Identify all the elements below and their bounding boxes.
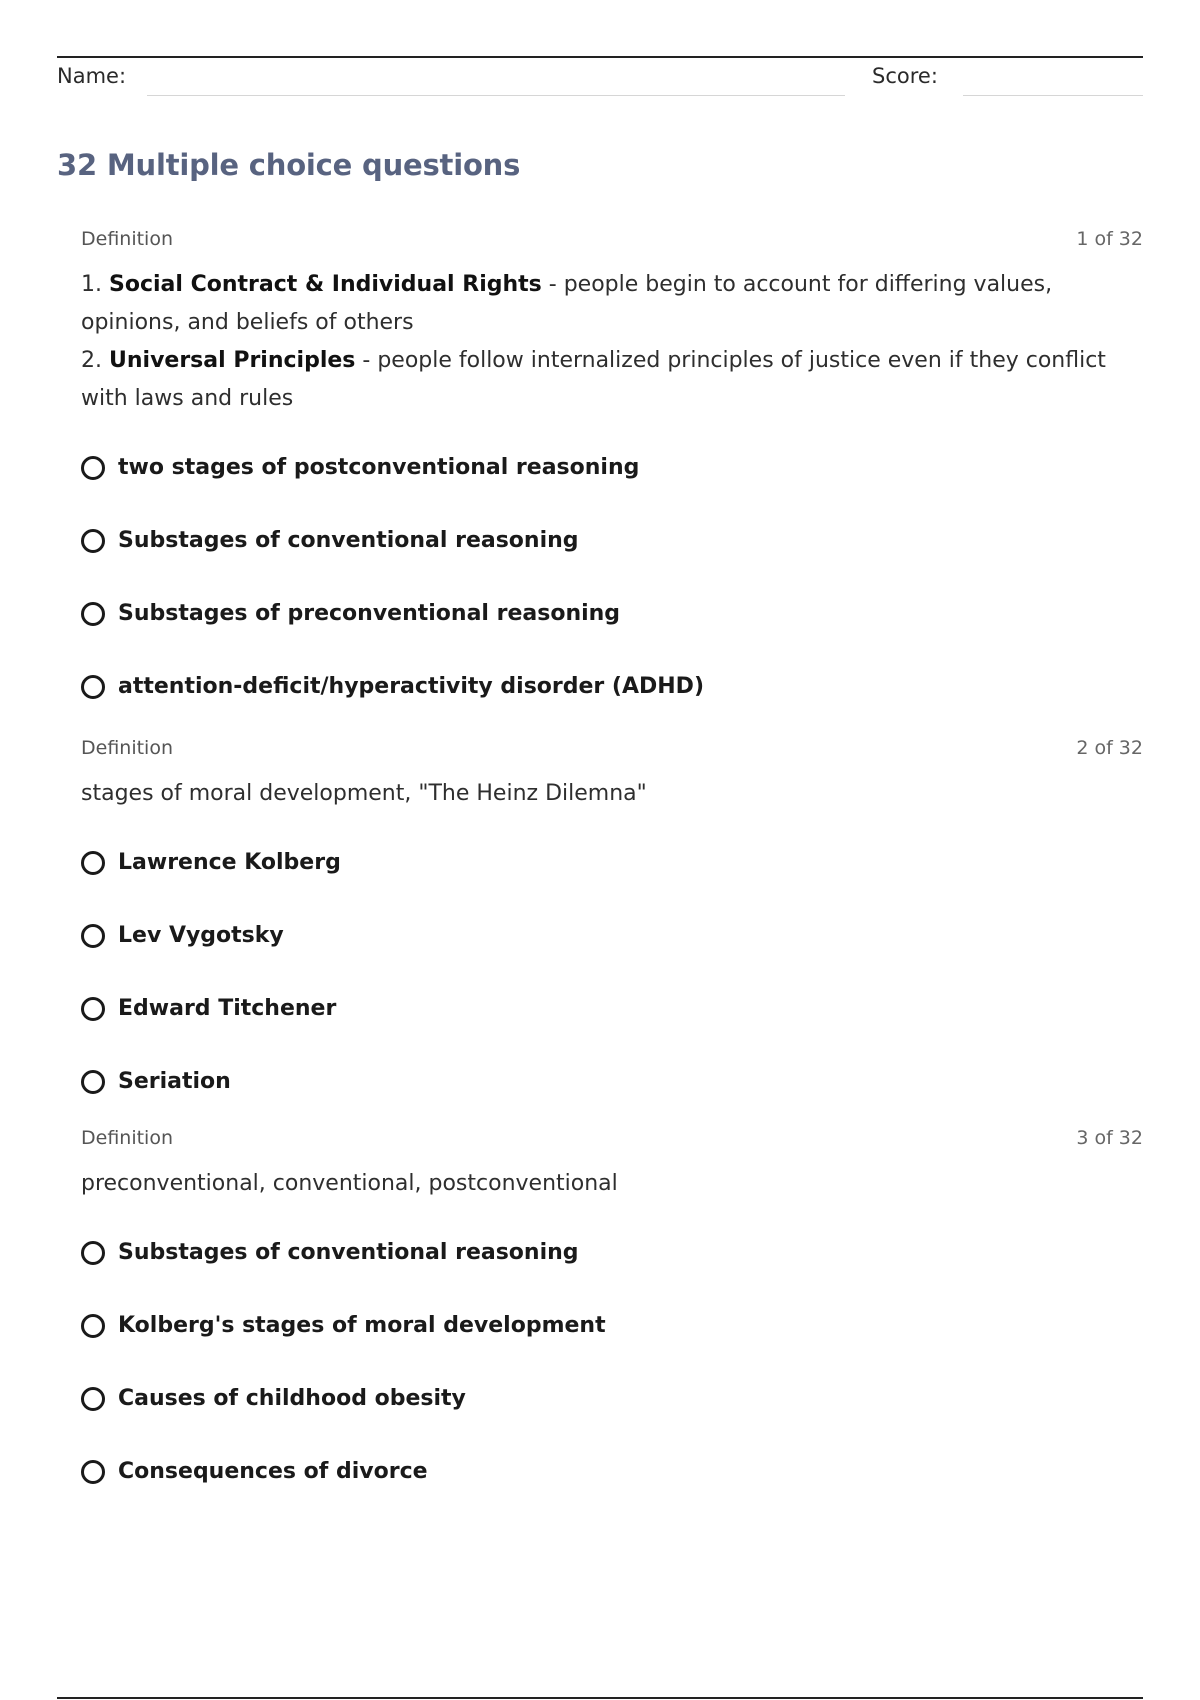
answer-option[interactable] (81, 1052, 1143, 1125)
radio-button[interactable] (81, 1241, 105, 1265)
definition-term: Social Contract & Individual Rights (109, 272, 542, 297)
option-label: Seriation (118, 1069, 231, 1094)
question-definition: preconventional, conventional, postconventional (81, 1171, 618, 1196)
definition-number: 1. (81, 272, 102, 297)
answer-option[interactable] (81, 979, 1143, 1052)
question-counter: 3 of 32 (1076, 1127, 1143, 1149)
question-definition: stages of moral development, "The Heinz Dilemna" (81, 781, 647, 806)
option-label: attention-deficit/hyperactivity disorder (ADHD) (118, 674, 704, 699)
name-field[interactable] (147, 62, 845, 96)
option-label: Substages of conventional reasoning (118, 528, 579, 553)
option-label: Causes of childhood obesity (118, 1386, 466, 1411)
answer-option[interactable] (81, 1296, 1143, 1369)
radio-button[interactable] (81, 997, 105, 1021)
answer-option[interactable] (81, 1442, 1143, 1515)
answer-option[interactable] (81, 657, 1143, 730)
question-1 (81, 228, 1143, 730)
option-label: Substages of preconventional reasoning (118, 601, 621, 626)
option-label: Substages of conventional reasoning (118, 1240, 579, 1265)
question-2 (81, 737, 1143, 1125)
question-type-label: Definition (81, 228, 174, 250)
answer-option[interactable] (81, 511, 1143, 584)
name-label: Name: (57, 64, 127, 88)
radio-button[interactable] (81, 1314, 105, 1338)
name-score-header (57, 62, 1143, 98)
radio-button[interactable] (81, 456, 105, 480)
radio-button[interactable] (81, 1387, 105, 1411)
definition-term: Universal Principles (109, 348, 356, 373)
score-field[interactable] (963, 62, 1143, 96)
answer-option[interactable] (81, 584, 1143, 657)
answer-options (81, 833, 1143, 1125)
option-label: Edward Titchener (118, 996, 337, 1021)
radio-button[interactable] (81, 1070, 105, 1094)
radio-button[interactable] (81, 602, 105, 626)
radio-button[interactable] (81, 851, 105, 875)
answer-option[interactable] (81, 1369, 1143, 1442)
definition-text: - people begin to account for differing values, opinions, and beliefs of others (81, 272, 1053, 335)
score-label: Score: (872, 64, 938, 88)
question-type-label: Definition (81, 1127, 174, 1149)
answer-options (81, 1223, 1143, 1515)
option-label: Lev Vygotsky (118, 923, 284, 948)
question-type-label: Definition (81, 737, 174, 759)
answer-option[interactable] (81, 833, 1143, 906)
answer-options (81, 438, 1143, 730)
option-label: two stages of postconventional reasoning (118, 455, 640, 480)
option-label: Lawrence Kolberg (118, 850, 341, 875)
definition-part-2 (81, 342, 1143, 418)
question-header (81, 737, 1143, 763)
top-divider (57, 56, 1143, 58)
question-header (81, 1127, 1143, 1153)
answer-option[interactable] (81, 906, 1143, 979)
radio-button[interactable] (81, 529, 105, 553)
question-counter: 1 of 32 (1076, 228, 1143, 250)
question-definition (81, 266, 1143, 418)
radio-button[interactable] (81, 675, 105, 699)
definition-text: - people follow internalized principles of justice even if they conflict with laws and rules (81, 348, 1106, 411)
option-label: Kolberg's stages of moral development (118, 1313, 606, 1338)
answer-option[interactable] (81, 1223, 1143, 1296)
option-label: Consequences of divorce (118, 1459, 428, 1484)
answer-option[interactable] (81, 438, 1143, 511)
section-title: 32 Multiple choice questions (57, 148, 521, 182)
radio-button[interactable] (81, 1460, 105, 1484)
radio-button[interactable] (81, 924, 105, 948)
bottom-divider (57, 1697, 1143, 1699)
definition-number: 2. (81, 348, 102, 373)
definition-part-1 (81, 266, 1143, 342)
question-3 (81, 1127, 1143, 1515)
question-counter: 2 of 32 (1076, 737, 1143, 759)
question-header (81, 228, 1143, 254)
